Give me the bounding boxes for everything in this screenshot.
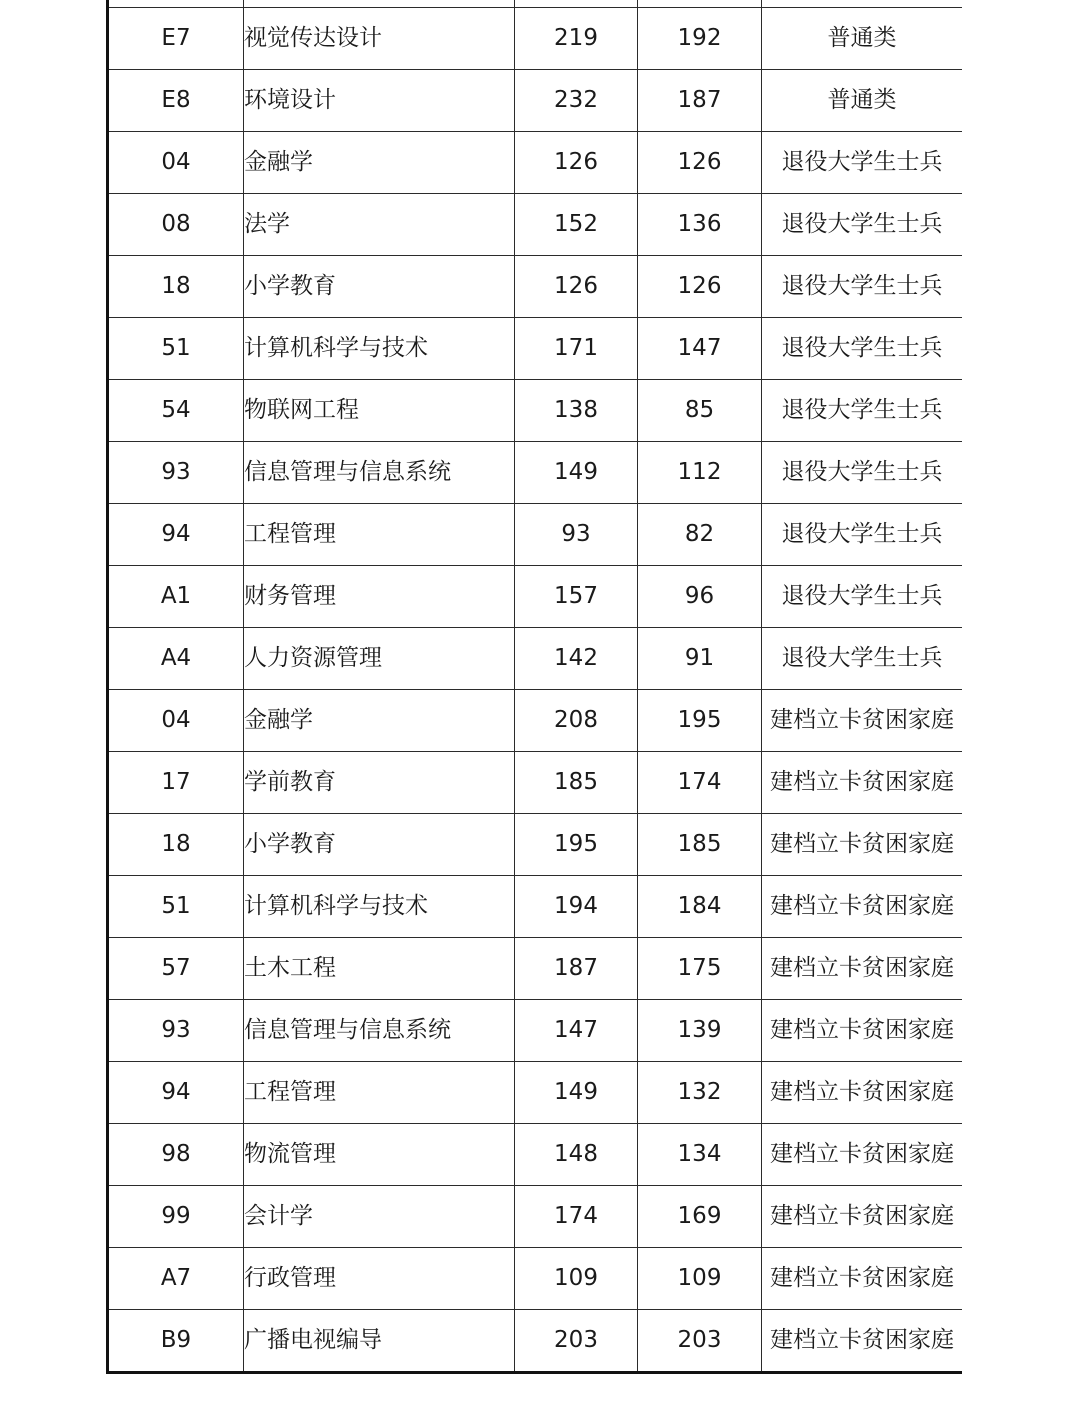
cell-category: 退役大学生士兵 bbox=[762, 566, 963, 628]
cell-admitted-count: 185 bbox=[638, 814, 762, 876]
cell-major-name: 会计学 bbox=[244, 1186, 515, 1248]
table-row bbox=[108, 752, 963, 814]
cell-admitted-count: 82 bbox=[638, 504, 762, 566]
cell-major-name: 环境设计 bbox=[244, 70, 515, 132]
table-row bbox=[108, 566, 963, 628]
table-row bbox=[108, 628, 963, 690]
cell-major-code: E7 bbox=[108, 8, 244, 70]
cell-plan-count: 126 bbox=[515, 256, 638, 318]
cell-admitted-count: 174 bbox=[638, 752, 762, 814]
table-row bbox=[108, 1248, 963, 1310]
cell-category: 退役大学生士兵 bbox=[762, 442, 963, 504]
cell-major-name: 人力资源管理 bbox=[244, 628, 515, 690]
cell-major-code: 18 bbox=[108, 814, 244, 876]
table-row bbox=[108, 256, 963, 318]
cell-major-code: 51 bbox=[108, 318, 244, 380]
cell-plan-count: 157 bbox=[515, 566, 638, 628]
cell-category: 建档立卡贫困家庭 bbox=[762, 938, 963, 1000]
table-row bbox=[108, 1186, 963, 1248]
cell-plan-count: 126 bbox=[515, 132, 638, 194]
cell-major-code: 18 bbox=[108, 256, 244, 318]
cell-major-code bbox=[108, 0, 244, 8]
cell-major-code: 17 bbox=[108, 752, 244, 814]
table-row bbox=[108, 442, 963, 504]
cell-admitted-count: 184 bbox=[638, 876, 762, 938]
cell-plan-count: 174 bbox=[515, 1186, 638, 1248]
cell-major-name: 信息管理与信息系统 bbox=[244, 1000, 515, 1062]
cell-plan-count: 149 bbox=[515, 442, 638, 504]
cell-major-name: 计算机科学与技术 bbox=[244, 318, 515, 380]
cell-plan-count: 109 bbox=[515, 1248, 638, 1310]
cell-major-code: 04 bbox=[108, 132, 244, 194]
table-row bbox=[108, 70, 963, 132]
cell-admitted-count: 126 bbox=[638, 132, 762, 194]
table-row bbox=[108, 876, 963, 938]
cell-category: 普通类 bbox=[762, 8, 963, 70]
cell-major-name: 工程管理 bbox=[244, 504, 515, 566]
table-row bbox=[108, 1124, 963, 1186]
table-row bbox=[108, 8, 963, 70]
cell-category: 建档立卡贫困家庭 bbox=[762, 1062, 963, 1124]
cell-major-name: 金融学 bbox=[244, 690, 515, 752]
cell-major-name: 土木工程 bbox=[244, 938, 515, 1000]
cell-plan-count: 171 bbox=[515, 318, 638, 380]
cell-major-code: B9 bbox=[108, 1310, 244, 1373]
cell-plan-count: 138 bbox=[515, 380, 638, 442]
cell-category: 建档立卡贫困家庭 bbox=[762, 752, 963, 814]
table-row bbox=[108, 814, 963, 876]
table-row bbox=[108, 0, 963, 8]
cell-major-name: 财务管理 bbox=[244, 566, 515, 628]
cell-plan-count: 208 bbox=[515, 690, 638, 752]
cell-category: 建档立卡贫困家庭 bbox=[762, 1124, 963, 1186]
cell-major-name: 广播电视编导 bbox=[244, 1310, 515, 1373]
cell-plan-count: 195 bbox=[515, 814, 638, 876]
table-row bbox=[108, 1062, 963, 1124]
cell-category: 建档立卡贫困家庭 bbox=[762, 1310, 963, 1373]
cell-plan-count: 149 bbox=[515, 1062, 638, 1124]
admission-table bbox=[106, 0, 962, 1374]
cell-category: 建档立卡贫困家庭 bbox=[762, 1248, 963, 1310]
cell-admitted-count: 91 bbox=[638, 628, 762, 690]
cell-admitted-count: 175 bbox=[638, 938, 762, 1000]
cell-category: 建档立卡贫困家庭 bbox=[762, 814, 963, 876]
cell-admitted-count: 126 bbox=[638, 256, 762, 318]
cell-major-name: 小学教育 bbox=[244, 814, 515, 876]
cell-plan-count: 232 bbox=[515, 70, 638, 132]
cell-major-name: 物流管理 bbox=[244, 1124, 515, 1186]
table-row bbox=[108, 690, 963, 752]
cell-admitted-count: 192 bbox=[638, 8, 762, 70]
cell-plan-count: 187 bbox=[515, 938, 638, 1000]
table-row bbox=[108, 1000, 963, 1062]
cell-admitted-count: 147 bbox=[638, 318, 762, 380]
cell-plan-count: 185 bbox=[515, 752, 638, 814]
cell-admitted-count: 136 bbox=[638, 194, 762, 256]
cell-major-code: E8 bbox=[108, 70, 244, 132]
cell-major-code: 08 bbox=[108, 194, 244, 256]
cell-major-code: 51 bbox=[108, 876, 244, 938]
cell-category: 退役大学生士兵 bbox=[762, 132, 963, 194]
table-row bbox=[108, 1310, 963, 1373]
table-row bbox=[108, 194, 963, 256]
cell-major-name bbox=[244, 0, 515, 8]
cell-major-name: 金融学 bbox=[244, 132, 515, 194]
cell-category: 建档立卡贫困家庭 bbox=[762, 876, 963, 938]
cell-admitted-count: 85 bbox=[638, 380, 762, 442]
cell-admitted-count: 109 bbox=[638, 1248, 762, 1310]
cell-admitted-count bbox=[638, 0, 762, 8]
cell-major-name: 工程管理 bbox=[244, 1062, 515, 1124]
cell-category: 退役大学生士兵 bbox=[762, 504, 963, 566]
cell-plan-count: 147 bbox=[515, 1000, 638, 1062]
cell-major-code: 94 bbox=[108, 1062, 244, 1124]
cell-plan-count: 152 bbox=[515, 194, 638, 256]
cell-major-code: 98 bbox=[108, 1124, 244, 1186]
table-row bbox=[108, 938, 963, 1000]
cell-major-code: A7 bbox=[108, 1248, 244, 1310]
cell-admitted-count: 132 bbox=[638, 1062, 762, 1124]
cell-admitted-count: 195 bbox=[638, 690, 762, 752]
cell-category: 建档立卡贫困家庭 bbox=[762, 1186, 963, 1248]
cell-admitted-count: 203 bbox=[638, 1310, 762, 1373]
cell-major-code: 93 bbox=[108, 442, 244, 504]
cell-category: 退役大学生士兵 bbox=[762, 194, 963, 256]
cell-category: 退役大学生士兵 bbox=[762, 318, 963, 380]
cell-category: 退役大学生士兵 bbox=[762, 628, 963, 690]
cell-plan-count: 93 bbox=[515, 504, 638, 566]
cell-admitted-count: 169 bbox=[638, 1186, 762, 1248]
cell-major-code: 93 bbox=[108, 1000, 244, 1062]
cell-major-name: 行政管理 bbox=[244, 1248, 515, 1310]
cell-major-name: 物联网工程 bbox=[244, 380, 515, 442]
table-row bbox=[108, 318, 963, 380]
cell-category: 普通类 bbox=[762, 70, 963, 132]
cell-major-name: 信息管理与信息系统 bbox=[244, 442, 515, 504]
cell-major-name: 计算机科学与技术 bbox=[244, 876, 515, 938]
cell-plan-count bbox=[515, 0, 638, 8]
cell-category: 退役大学生士兵 bbox=[762, 380, 963, 442]
cell-category: 建档立卡贫困家庭 bbox=[762, 690, 963, 752]
cell-category: 建档立卡贫困家庭 bbox=[762, 1000, 963, 1062]
table-body bbox=[108, 0, 963, 1373]
cell-major-code: 94 bbox=[108, 504, 244, 566]
cell-admitted-count: 96 bbox=[638, 566, 762, 628]
table-row bbox=[108, 504, 963, 566]
cell-category: 退役大学生士兵 bbox=[762, 256, 963, 318]
cell-major-code: A4 bbox=[108, 628, 244, 690]
cell-major-name: 小学教育 bbox=[244, 256, 515, 318]
cell-admitted-count: 134 bbox=[638, 1124, 762, 1186]
cell-major-code: 54 bbox=[108, 380, 244, 442]
table-row bbox=[108, 380, 963, 442]
cell-plan-count: 194 bbox=[515, 876, 638, 938]
cell-admitted-count: 187 bbox=[638, 70, 762, 132]
cell-plan-count: 142 bbox=[515, 628, 638, 690]
cell-major-code: 04 bbox=[108, 690, 244, 752]
cell-major-code: 57 bbox=[108, 938, 244, 1000]
cell-plan-count: 203 bbox=[515, 1310, 638, 1373]
cell-major-code: A1 bbox=[108, 566, 244, 628]
cell-admitted-count: 139 bbox=[638, 1000, 762, 1062]
cell-major-name: 视觉传达设计 bbox=[244, 8, 515, 70]
cell-admitted-count: 112 bbox=[638, 442, 762, 504]
cell-plan-count: 148 bbox=[515, 1124, 638, 1186]
cell-major-name: 法学 bbox=[244, 194, 515, 256]
cell-major-name: 学前教育 bbox=[244, 752, 515, 814]
cell-plan-count: 219 bbox=[515, 8, 638, 70]
cell-category bbox=[762, 0, 963, 8]
document-sheet bbox=[106, 0, 962, 1398]
table-row bbox=[108, 132, 963, 194]
cell-major-code: 99 bbox=[108, 1186, 244, 1248]
